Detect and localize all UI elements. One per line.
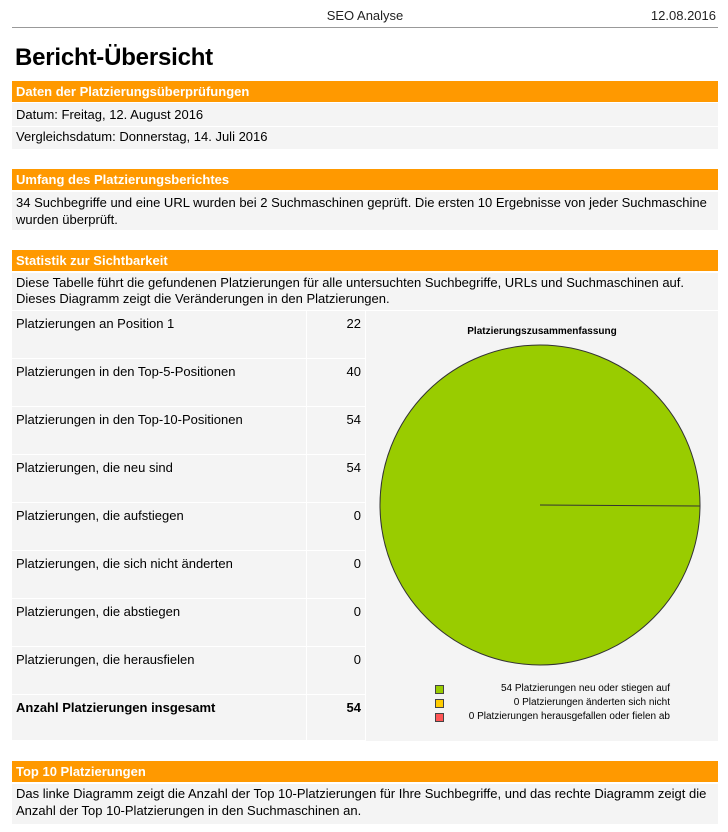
- table-row: [12, 503, 365, 551]
- row-label: Platzierungen an Position 1: [16, 316, 175, 331]
- section-heading-scope: Umfang des Platzierungsberichtes: [12, 169, 718, 190]
- chart-title: Platzierungszusammenfassung: [467, 326, 617, 337]
- app-title: SEO Analyse: [326, 8, 404, 23]
- section-heading-visibility: Statistik zur Sichtbarkeit: [12, 250, 718, 271]
- legend-label: 0 Platzierungen herausgefallen oder fielen ab: [468, 711, 670, 722]
- page-title: Bericht-Übersicht: [15, 44, 213, 71]
- row-label: Platzierungen, die sich nicht änderten: [16, 556, 233, 571]
- table-row: [12, 311, 365, 359]
- table-row: [12, 599, 365, 647]
- row-value: 54: [346, 412, 361, 427]
- table-row: [12, 647, 365, 695]
- section-heading-dates: Daten der Platzierungsüberprüfungen: [12, 81, 718, 102]
- visibility-intro: Diese Tabelle führt die gefundenen Platzierungen für alle untersuchten Suchbegriffe, URLs und Suchmaschinen auf. Dieses Diagramm zeigt die Veränderungen in den Platzierungen.: [12, 273, 718, 310]
- row-label: Platzierungen, die aufstiegen: [16, 508, 184, 523]
- scope-text: 34 Suchbegriffe und eine URL wurden bei 2 Suchmaschinen geprüft. Die ersten 10 Ergebnisse von jeder Suchmaschine wurden überprüft.: [12, 192, 718, 230]
- row-label: Platzierungen, die neu sind: [16, 460, 173, 475]
- row-label: Platzierungen, die abstiegen: [16, 604, 181, 619]
- top10-text: Das linke Diagramm zeigt die Anzahl der Top 10-Platzierungen für Ihre Suchbegriffe, und das rechte Diagramm zeigt die Anzahl der Top 10-Platzierungen in den Suchmaschinen an.: [12, 784, 718, 824]
- table-row: [12, 359, 365, 407]
- table-row: [12, 455, 365, 503]
- total-value: 54: [346, 700, 361, 715]
- table-row: [12, 407, 365, 455]
- legend-label: 54 Platzierungen neu oder stiegen auf: [500, 683, 670, 694]
- legend-label: 0 Platzierungen änderten sich nicht: [513, 697, 670, 708]
- page-header: [12, 0, 718, 28]
- pie-chart: [366, 311, 718, 671]
- row-value: 0: [353, 652, 361, 667]
- pie-chart-panel: [366, 311, 718, 741]
- table-row: [12, 551, 365, 599]
- row-value: 0: [353, 604, 361, 619]
- row-value: 54: [346, 460, 361, 475]
- compare-date-line: Vergleichsdatum: Donnerstag, 14. Juli 2016: [12, 127, 718, 149]
- row-label: Platzierungen, die herausfielen: [16, 652, 195, 667]
- row-value: 0: [353, 508, 361, 523]
- row-value: 0: [353, 556, 361, 571]
- date-line: Datum: Freitag, 12. August 2016: [12, 103, 718, 127]
- row-value: 40: [346, 364, 361, 379]
- header-date: 12.08.2016: [650, 8, 716, 23]
- row-value: 22: [346, 316, 361, 331]
- table-row-total: [12, 695, 365, 741]
- legend-swatch: [435, 713, 444, 722]
- legend-swatch: [435, 699, 444, 708]
- legend-swatch: [435, 685, 444, 694]
- row-label: Platzierungen in den Top-10-Positionen: [16, 412, 243, 427]
- row-label: Platzierungen in den Top-5-Positionen: [16, 364, 236, 379]
- total-label: Anzahl Platzierungen insgesamt: [16, 700, 216, 715]
- section-heading-top10: Top 10 Platzierungen: [12, 761, 718, 782]
